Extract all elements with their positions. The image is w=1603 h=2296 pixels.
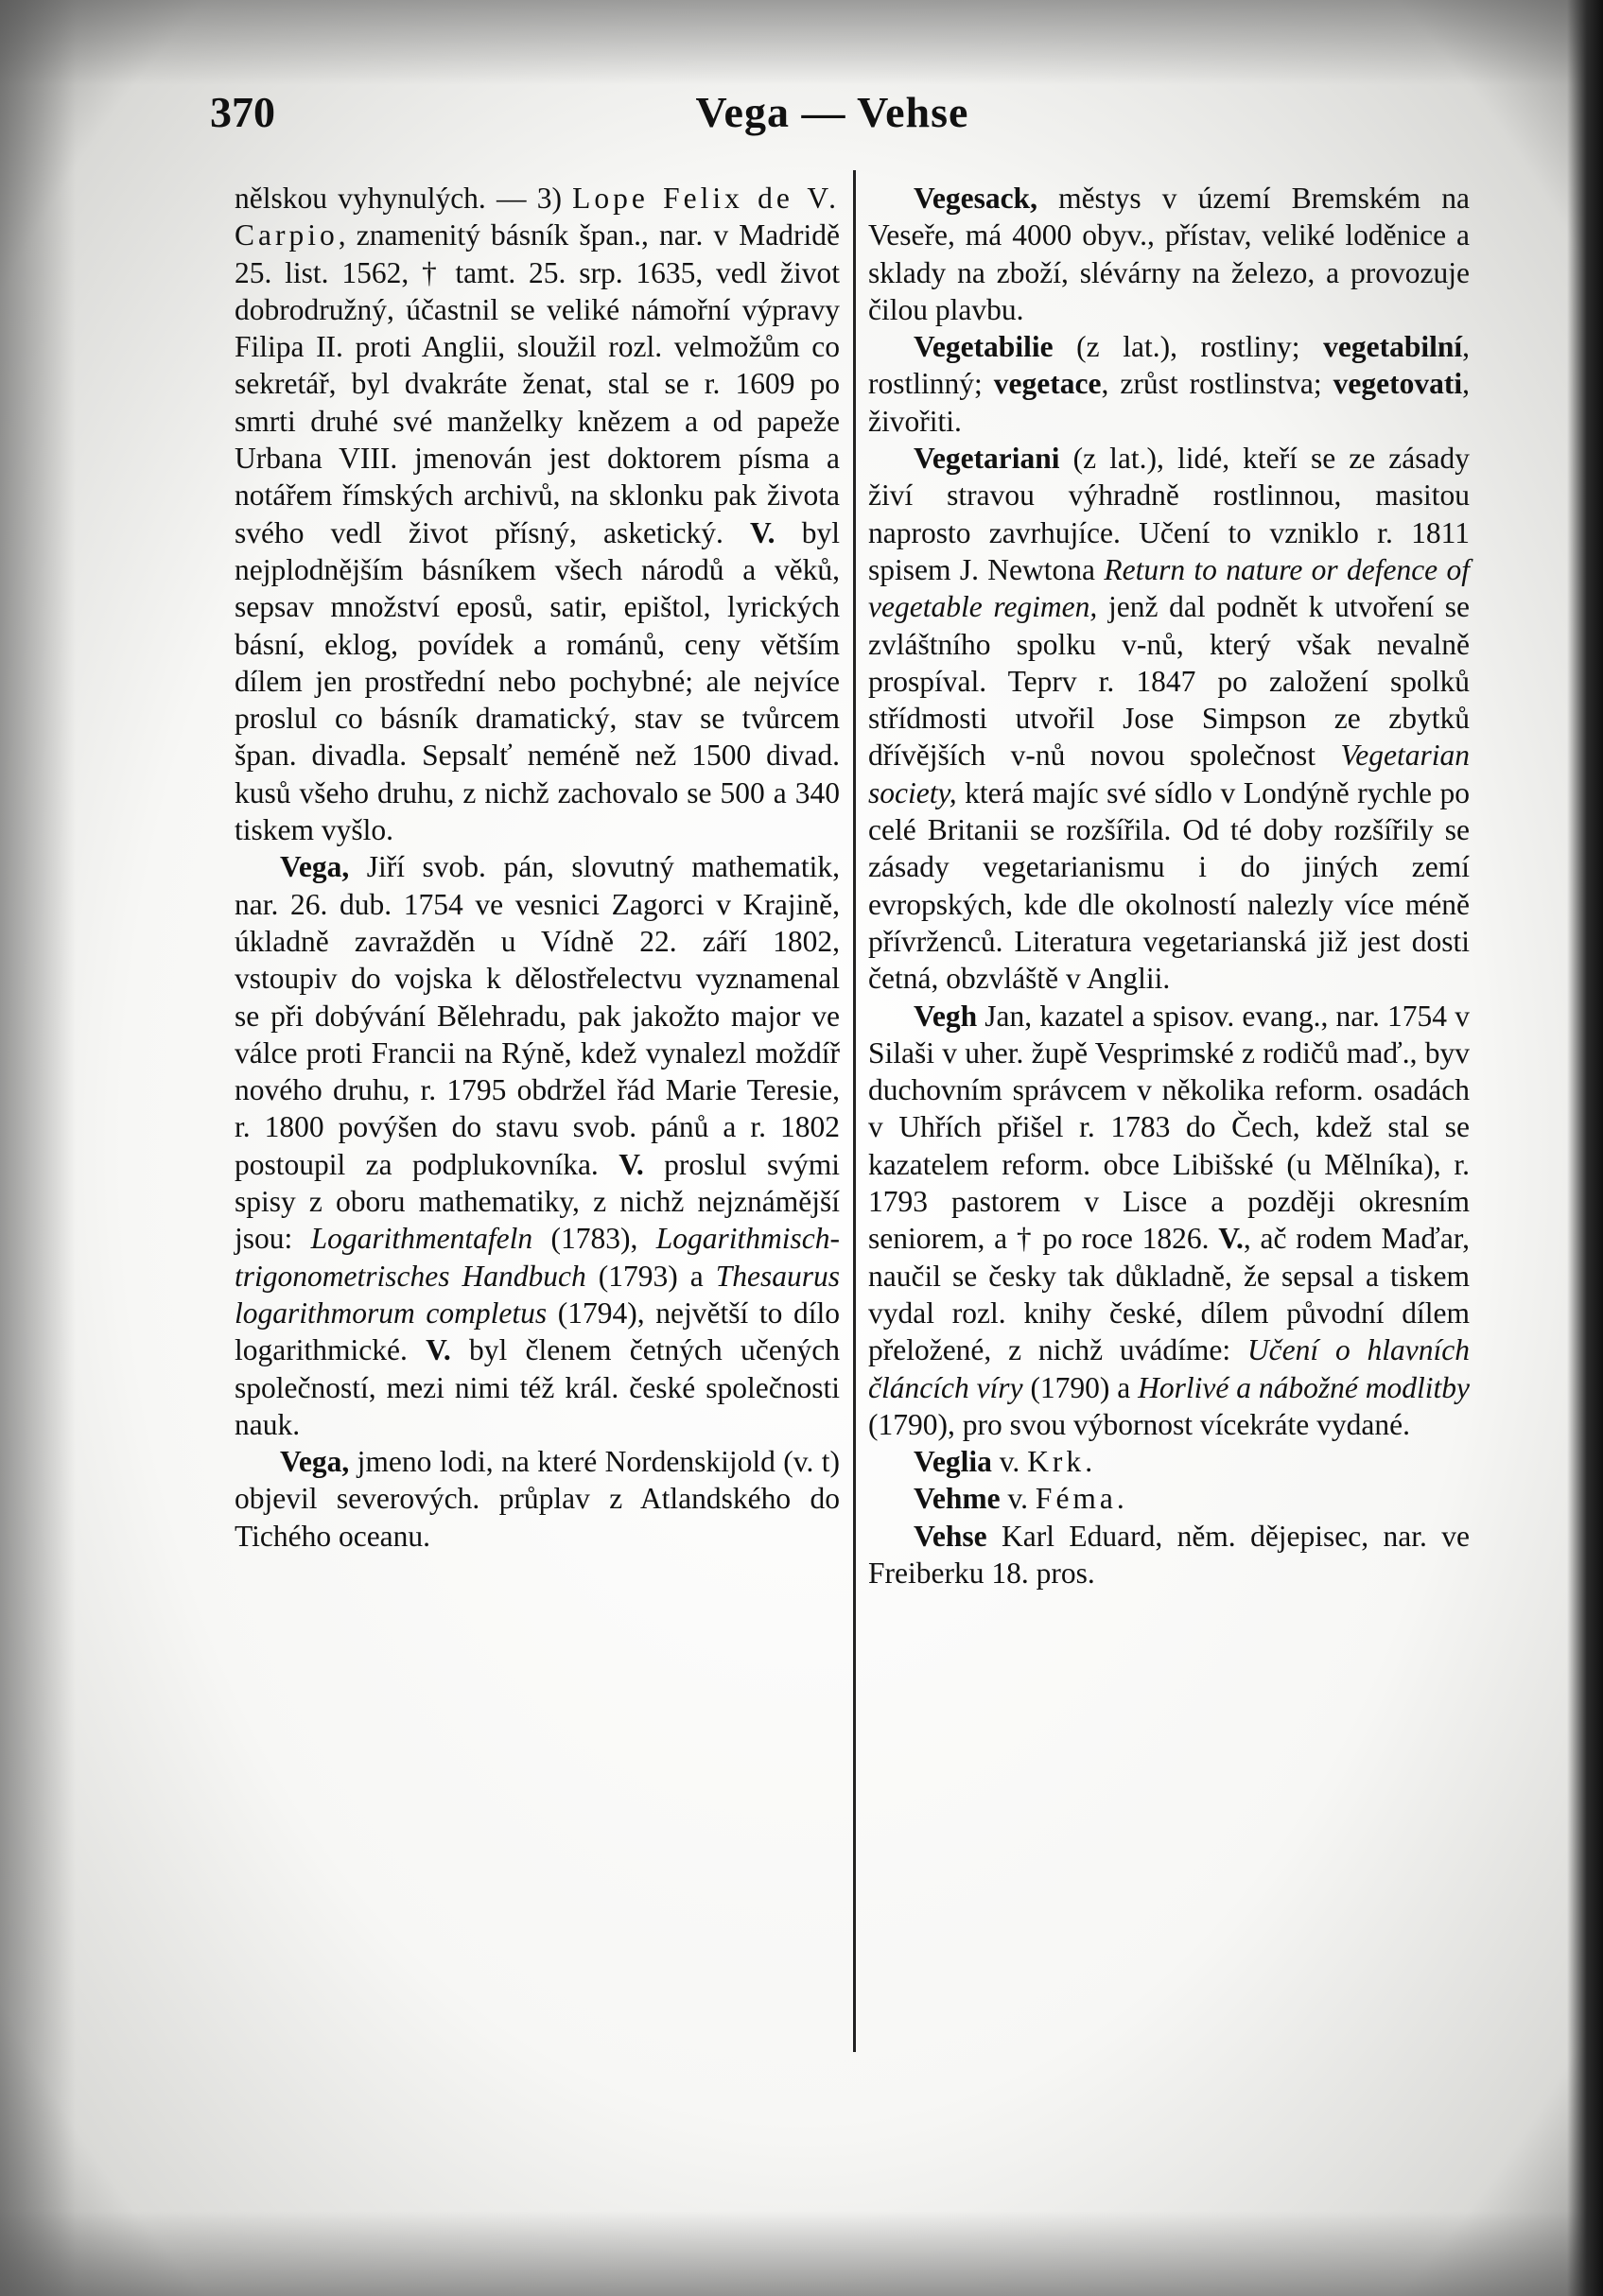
headword: Veglia bbox=[914, 1445, 992, 1479]
headword: Vehme bbox=[914, 1482, 1001, 1516]
scan-shadow-top bbox=[0, 0, 1603, 85]
headword: Vegesack, bbox=[914, 182, 1037, 215]
work-title: Horlivé a nábožné modlitby bbox=[1138, 1370, 1471, 1404]
text: . bbox=[1116, 1482, 1124, 1516]
entry-vegetariani bbox=[868, 440, 1470, 997]
subheadword: vegetabilní bbox=[1323, 330, 1463, 364]
text: v. bbox=[1000, 1482, 1036, 1516]
text: (1790), pro svou výbornost vícekráte vydané. bbox=[868, 1407, 1410, 1441]
scan-shadow-left bbox=[0, 0, 76, 2296]
text: Jiří svob. pán, slovutný mathematik, nar. 26. dub. 1754 ve vesnici Zagorci v Krajině, úkladně zavražděn u Vídně 22. září 1802, vstoupiv do vojska k dělostřelectvu vyznamenal se při dobývání Bělehradu, pak jakožto major ve válce proti Francii na Rýně, kdež vynalezl moždíř nového druhu, r. 1795 obdržel řád Marie Teresie, r. 1800 povýšen do stavu svob. pánů a r. 1802 postoupil za podplukovníka. bbox=[235, 850, 840, 1181]
text: (1790) a bbox=[1022, 1370, 1139, 1404]
entry-vegh bbox=[868, 998, 1470, 1444]
text: byl nejplodnějším básníkem všech národů a věků, sepsav množství eposů, satir, epištol, lyrických básní, eklog, povídek a románů, ceny větším dílem jen prostřední nebo pochybné; ale nejvíce proslul co básník dramatický, stav se tvůrcem špan. divadla. Sepsalť neméně než 1500 divad. kusů všeho druhu, z nichž zachovalo se 500 a 340 tiskem vyšlo. bbox=[235, 515, 840, 847]
headword-abbrev: V. bbox=[426, 1333, 451, 1367]
spaced-name: Lope Felix de V. Carpio bbox=[235, 182, 840, 252]
text: která majíc své sídlo v Londýně rychle po celé Britanii se rozšířila. Od té doby rozšířily se zásady vegetarianismu i do jiných zemí evropských, kde dle okolností nalezly více méně přívrženců. Literatura vegetarianská již jest dosti četná, obzvláště v Anglii. bbox=[868, 775, 1470, 996]
cross-reference: Féma bbox=[1035, 1482, 1117, 1516]
text: (z lat.), rostliny; bbox=[1053, 330, 1324, 364]
text: jenž dal podnět k utvoření se zvláštního spolku v-nů, který však nevalně prospíval. Teprv r. 1847 po založení spolků střídmosti utvořil Jose Simpson ze zbytků dřívějších v-nů novou společnost bbox=[868, 590, 1470, 773]
text: v. bbox=[991, 1445, 1028, 1479]
text: městys v území Bremském na Veseře, má 4000 obyv., přístav, veliké loděnice a sklady na zboží, slévárny na železo, a provozuje čilou plavbu. bbox=[868, 182, 1470, 326]
text: proslul svými spisy z oboru mathematiky, z nichž nejznámější jsou: bbox=[235, 1147, 841, 1256]
subheadword: vegetace bbox=[993, 367, 1102, 401]
scan-shadow-bottom bbox=[0, 2211, 1603, 2296]
text: nělskou vyhynulých. — 3) bbox=[235, 182, 573, 215]
entry-vega-jiri bbox=[235, 848, 840, 1443]
text: jmeno lodi, na které Nordenskijold (v. t) objevil severových. průplav z Atlandského do Tichého oceanu. bbox=[235, 1445, 840, 1553]
text: Karl Eduard, něm. dějepisec, nar. ve Freiberku 18. pros. bbox=[868, 1519, 1470, 1590]
headword: Vegetariani bbox=[914, 442, 1060, 476]
text: , živořiti. bbox=[868, 367, 1470, 438]
work-title: Logarithmentafeln bbox=[310, 1222, 533, 1256]
text: (1794), největší to dílo logarithmické. bbox=[235, 1296, 840, 1367]
text: (1793) a bbox=[585, 1259, 716, 1293]
subheadword: vegetovati bbox=[1333, 367, 1463, 401]
headword: Vehse bbox=[914, 1519, 987, 1553]
headword-abbrev: V. bbox=[619, 1147, 644, 1181]
left-column bbox=[235, 180, 840, 1555]
work-title: Return to nature or defence of vegetable regimen, bbox=[868, 552, 1470, 624]
scan-shadow-right bbox=[1567, 0, 1603, 2296]
headword: Vega, bbox=[280, 1445, 350, 1479]
headword-abbrev: V. bbox=[1218, 1222, 1244, 1256]
right-column bbox=[868, 180, 1470, 1592]
page-header bbox=[0, 87, 1603, 144]
entry-vehme bbox=[868, 1480, 1470, 1517]
entry-vegetabilie bbox=[868, 328, 1470, 440]
text: Jan, kazatel a spisov. evang., nar. 1754 v Silaši v uher. župě Vesprimské z rodičů maď., byv duchovním správcem v několika reform. osadách v Uhřích přišel r. 1783 do Čech, kdež stal se kazatelem reform. obce Libišské (u Mělníka), r. 1793 pastorem v Lisce a později okresním seniorem, a † po roce 1826. bbox=[868, 999, 1470, 1256]
text: , ač rodem Maďar, naučil se česky tak důkladně, že sepsal a tiskem vydal rozl. knihy české, dílem původní dílem přeložené, z nichž uvádíme: bbox=[868, 1222, 1470, 1367]
work-title: Vegetarian society, bbox=[868, 739, 1470, 809]
headword-abbrev: V. bbox=[749, 515, 775, 549]
text: , zrůst rostlinstva; bbox=[1101, 367, 1333, 401]
entry-veglia bbox=[868, 1443, 1470, 1480]
entry-lope-felix-continued bbox=[235, 180, 840, 848]
text: (1783), bbox=[532, 1222, 656, 1256]
text: byl členem četných učených společností, mezi nimi též král. české společnosti nauk. bbox=[235, 1333, 840, 1441]
work-title: Učení o hlavních článcích víry bbox=[868, 1333, 1470, 1404]
work-title: Logarithmisch-trigonometrisches Handbuch bbox=[235, 1222, 841, 1293]
text: . bbox=[1085, 1445, 1093, 1479]
entry-vehse bbox=[868, 1518, 1470, 1592]
page-number: 370 bbox=[210, 88, 275, 136]
entry-vegesack bbox=[868, 180, 1470, 328]
text: , rostlinný; bbox=[868, 330, 1470, 401]
headword: Vegh bbox=[914, 999, 978, 1033]
running-title: Vega — Vehse bbox=[695, 88, 969, 136]
entry-vega-ship bbox=[235, 1443, 840, 1555]
text: , znamenitý básník špan., nar. v Madridě 25. list. 1562, † tamt. 25. srp. 1635, vedl život dobrodružný, účastnil se veliké námořní výpravy Filipa II. proti Anglii, sloužil rozl. velmožům co sekretář, byl dvakráte ženat, stal se r. 1609 po smrti druhé své manželky knězem a od papeže Urbana VIII. jmenován jest doktorem písma a notářem římských archivů, na sklonku pak života svého vedl život přísný, asketický. bbox=[235, 218, 840, 549]
text: (z lat.), lidé, kteří se ze zásady živí stravou výhradně rostlinnou, masitou naprosto zavrhujíce. Učení to vzniklo r. 1811 spisem J. Newtona bbox=[868, 442, 1470, 586]
headword: Vega, bbox=[280, 850, 350, 884]
cross-reference: Krk bbox=[1027, 1445, 1086, 1479]
headword: Vegetabilie bbox=[914, 330, 1054, 364]
work-title: Thesaurus logarithmorum completus bbox=[235, 1259, 840, 1330]
column-divider bbox=[853, 170, 856, 2052]
